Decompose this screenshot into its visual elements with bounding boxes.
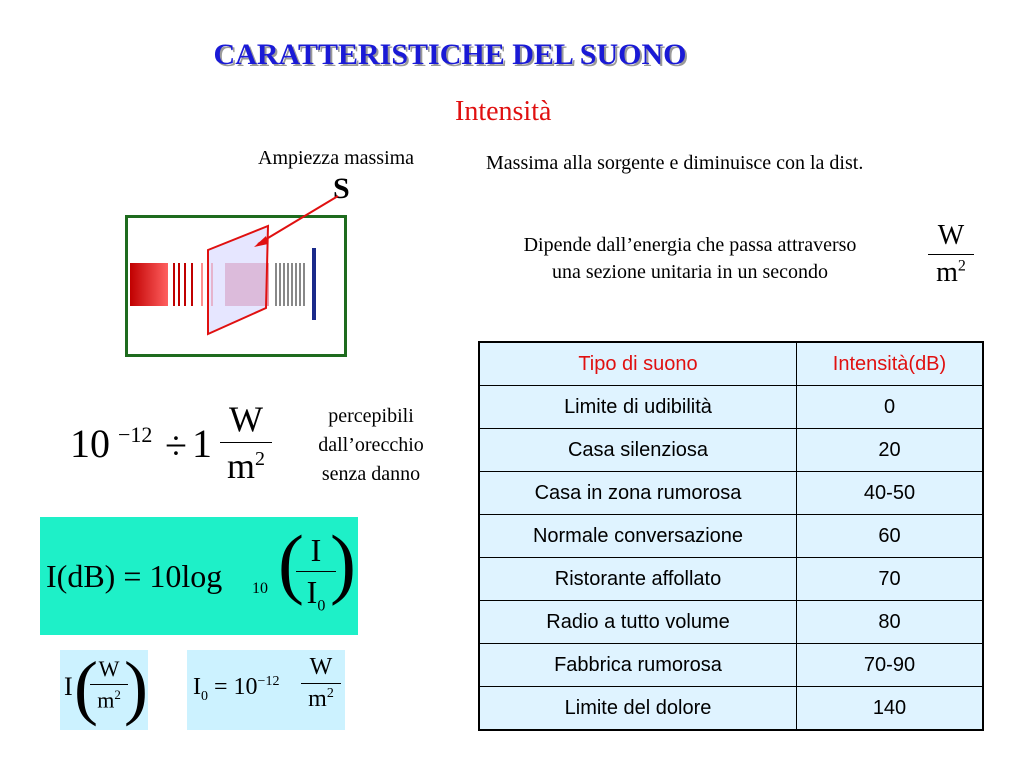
cell-db: 70-90 [797,644,984,687]
range-unit-denominator: $m^2$ [226,446,265,486]
receiver-plate [312,248,316,320]
range-divide: ÷ [165,423,187,468]
ratio-numerator: I [310,532,322,568]
cell-sound: Limite del dolore [479,687,797,731]
range-unit-numerator: W [229,399,263,439]
unit-denominator: $m^2$ [936,257,966,288]
range-unit [220,398,272,487]
header-intensity: Intensità(dB) [797,342,984,386]
perceptible-line2: dall’orecchio [318,434,424,456]
page-title: CARATTERISTICHE DEL SUONO [213,38,687,71]
table-header-row [479,342,983,386]
cell-sound: Fabbrica rumorosa [479,644,797,687]
cell-db: 60 [797,515,984,558]
cell-db: 70 [797,558,984,601]
i-unit-num: W [98,656,120,681]
energy-description-line2: una sezione unitaria in un secondo [551,261,829,283]
table-row [479,386,983,429]
log-base: 10 [252,580,268,597]
pointer-arrow [250,190,350,250]
table-row [479,515,983,558]
perceptible-note [296,402,446,489]
cell-db: 0 [797,386,984,429]
close-paren: ) [330,519,356,606]
s-label: S [333,172,350,205]
table-row [479,429,983,472]
cell-db: 80 [797,601,984,644]
cell-sound: Limite di udibilità [479,386,797,429]
i0-unit-den: $m^2$ [308,686,334,712]
table-row [479,601,983,644]
cell-db: 40-50 [797,472,984,515]
source-description: Massima alla sorgente e diminuisce con la dist. [486,152,864,174]
cell-sound: Normale conversazione [479,515,797,558]
ratio-denominator: $I_0$ [306,574,326,615]
i0-unit-fraction [301,654,341,713]
sound-intensity-table [478,341,984,731]
range-one: 1 [192,421,212,466]
range-base: 10 [70,421,110,466]
i-open-paren: ( [74,647,98,727]
perceptible-line3: senza danno [321,463,421,485]
i0-expression: $I_0 = 10^{-12}$ [193,674,280,704]
cell-db: 140 [797,687,984,731]
db-formula-lhs: I(dB) = 10log [46,558,223,594]
i-close-paren: ) [124,647,148,727]
table-row [479,644,983,687]
amplitude-label: Ampiezza massima [258,147,415,169]
open-paren: ( [278,519,304,606]
range-exponent: −12 [118,422,153,447]
reference-intensity-box [187,650,345,730]
energy-description-line1: Dipende dall’energia che passa attraverso [523,234,857,256]
cell-sound: Casa in zona rumorosa [479,472,797,515]
header-sound-type: Tipo di suono [479,342,797,386]
compression-band [130,263,168,306]
energy-description [470,232,910,286]
table-row [479,687,983,731]
i-unit-fraction [90,656,128,713]
subtitle: Intensità [455,96,552,127]
cell-sound: Radio a tutto volume [479,601,797,644]
intensity-unit [928,220,974,289]
cell-sound: Casa silenziosa [479,429,797,472]
intensity-symbol: I [64,672,73,701]
cell-db: 20 [797,429,984,472]
table-row [479,472,983,515]
i0-unit-num: W [309,654,333,680]
intensity-unit-box [60,647,148,730]
table-row [479,558,983,601]
perceptible-line1: percepibili [328,405,414,427]
i-unit-den: $m^2$ [97,687,121,713]
cell-sound: Ristorante affollato [479,558,797,601]
unit-numerator: W [937,220,965,251]
